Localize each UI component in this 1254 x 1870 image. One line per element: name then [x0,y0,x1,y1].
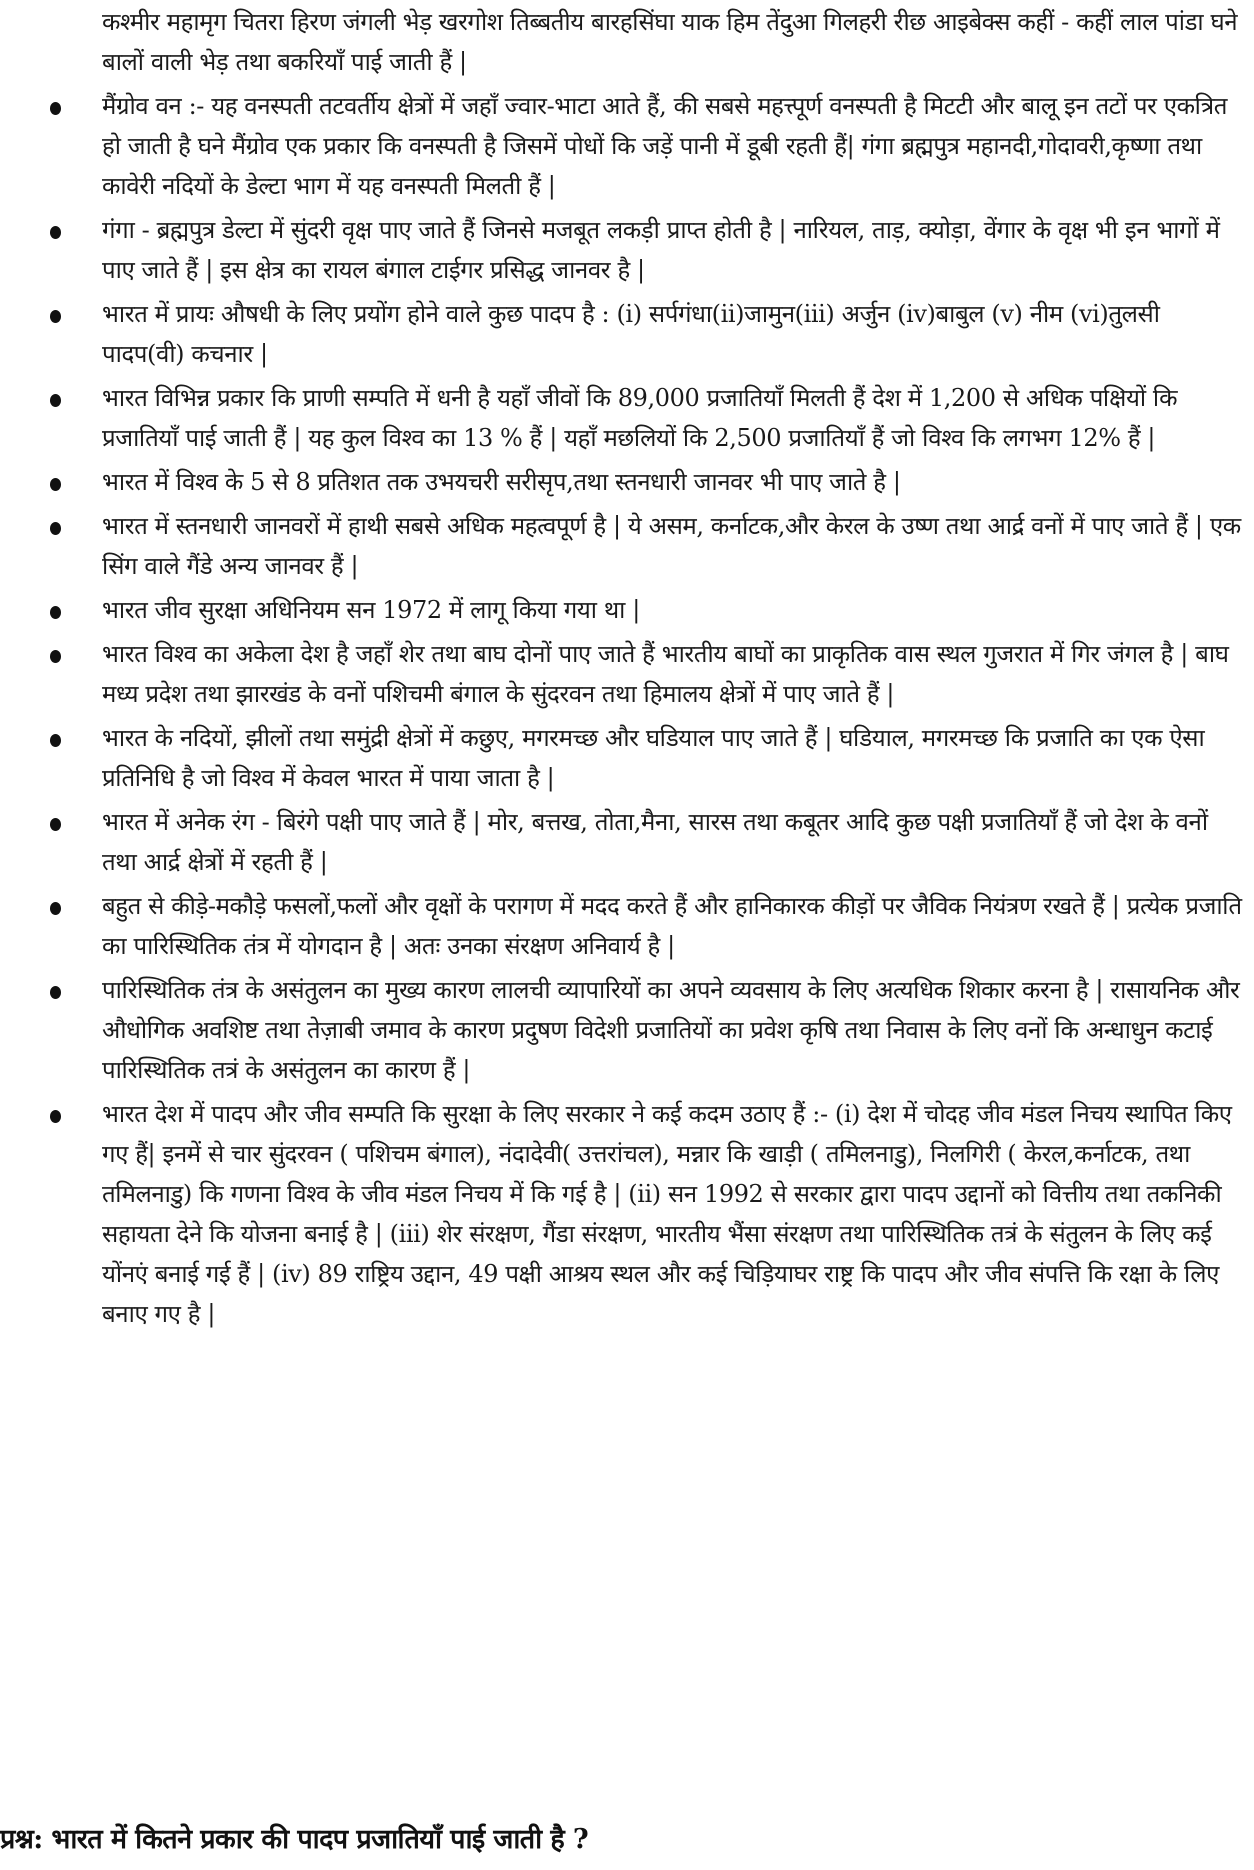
list-item-text: भारत में प्रायः औषधी के लिए प्रयोंग होने वाले कुछ पादप है : (i) सर्पगंधा(ii)जामुन(iii) अर्जुन (iv)बाबुल (v) नीम (vi)तुलसी पादप(वी) कचनार | [102,300,1160,368]
list-item-text: पारिस्थितिक तंत्र के असंतुलन का मुख्य कारण लालची व्यापारियों का अपने व्यवसाय के लिए अत्यधिक शिकार करना है | रासायनिक और औधोगिक अवशिष्ट तथा तेज़ाबी जमाव के कारण प्रदुषण विदेशी प्रजातियों का प्रवेश कृषि तथा निवास के लिए वनों कि अन्धाधुन कटाई पारिस्थितिक तत्रं के असंतुलन का कारण हैं | [102,976,1240,1084]
list-item-text: भारत में अनेक रंग - बिरंगे पक्षी पाए जाते हैं | मोर, बत्तख, तोता,मैना, सारस तथा कबूतर आदि कुछ पक्षी प्रजातियाँ हैं जो देश के वनों तथा आर्द्र क्षेत्रों में रहती हैं | [102,808,1208,876]
list-item-text: भारत जीव सुरक्षा अधिनियम सन 1972 में लागू किया गया था | [102,596,640,624]
list-item-text: भारत विभिन्न प्रकार कि प्राणी सम्पति में धनी है यहाँ जीवों कि 89,000 प्रजातियाँ मिलती हैं देश में 1,200 से अधिक पक्षियों कि प्रजातियाँ पाई जाती हैं | यह कुल विश्व का 13 % हैं | यहाँ मछलियों कि 2,500 प्रजातियाँ हैं जो विश्व कि लगभग 12% हैं | [102,384,1178,452]
list-item [0,1094,1254,1334]
list-item-text: मैंग्रोव वन :- यह वनस्पती तटवर्तीय क्षेत्रों में जहाँ ज्वार-भाटा आते हैं, की सबसे महत्त्पूर्ण वनस्पती है मिटटी और बालू इन तटों पर एकत्रित हो जाती है घने मैंग्रोव एक प्रकार कि वनस्पती है जिसमें पोधों कि जड़ें पानी में डूबी रहती हैं| गंगा ब्रह्मपुत्र महानदी,गोदावरी,कृष्णा तथा कावेरी नदियों के डेल्टा भाग में यह वनस्पती मिलती हैं | [102,92,1228,200]
bullet-icon [50,394,61,407]
bullet-icon [50,902,61,915]
bullet-icon [50,226,61,239]
list-item [0,462,1254,502]
list-item [0,294,1254,374]
list-item [0,718,1254,798]
intro-paragraph: कश्मीर महामृग चितरा हिरण जंगली भेड़ खरगोश तिब्बतीय बारहसिंघा याक हिम तेंदुआ गिलहरी रीछ आइबेक्स कहीं - कहीं लाल पांडा घने बालों वाली भेड़ तथा बकरियाँ पाई जाती हैं | [102,8,1238,76]
list-item [0,970,1254,1090]
list-item [0,886,1254,966]
bullet-icon [50,1110,61,1123]
bullet-icon [50,986,61,999]
list-item-text: भारत विश्व का अकेला देश है जहाँ शेर तथा बाघ दोनों पाए जाते हैं भारतीय बाघों का प्राकृतिक वास स्थल गुजरात में गिर जंगल है | बाघ मध्य प्रदेश तथा झारखंड के वनों पशिचमी बंगाल के सुंदरवन तथा हिमालय क्षेत्रों में पाए जाते हैं | [102,640,1229,708]
bullet-icon [50,310,61,323]
facts-list [0,86,1254,1338]
list-item-text: भारत देश में पादप और जीव सम्पति कि सुरक्षा के लिए सरकार ने कई कदम उठाए हैं :- (i) देश में चोदह जीव मंडल निचय स्थापित किए गए हैं| इनमें से चार सुंदरवन ( पशिचम बंगाल), नंदादेवी( उत्तरांचल), मन्नार कि खाड़ी ( तमिलनाडु), निलगिरी ( केरल,कर्नाटक, तथा तमिलनाडु) कि गणना विश्व के जीव मंडल निचय में कि गई है | (ii) सन 1992 से सरकार द्वारा पादप उद्दानों को वित्तीय तथा तकनिकी सहायता देने कि योजना बनाई है | (iii) शेर संरक्षण, गैंडा संरक्षण, भारतीय भैंसा संरक्षण तथा पारिस्थितिक तत्रं के संतुलन के लिए कई योंनएं बनाई गई हैं | (iv) 89 राष्ट्रिय उद्दान, 49 पक्षी आश्रय स्थल और कई चिड़ियाघर राष्ट्र कि पादप और जीव संपत्ति कि रक्षा के लिए बनाए गए है | [102,1100,1232,1328]
bullet-icon [50,522,61,535]
list-item [0,86,1254,206]
bullet-icon [50,102,61,115]
bullet-icon [50,478,61,491]
question-heading: प्रश्न: भारत में कितने प्रकार की पादप प्रजातियाँ पाई जाती है ? [0,1824,589,1855]
list-item [0,802,1254,882]
bullet-icon [50,818,61,831]
bullet-icon [50,650,61,663]
list-item-text: भारत के नदियों, झीलों तथा समुंद्री क्षेत्रों में कछुए, मगरमच्छ और घडियाल पाए जाते हैं | घडियाल, मगरमच्छ कि प्रजाति का एक ऐसा प्रतिनिधि है जो विश्व में केवल भारत में पाया जाता है | [102,724,1205,792]
list-item-text: बहुत से कीड़े-मकौड़े फसलों,फलों और वृक्षों के परागण में मदद करते हैं और हानिकारक कीड़ों पर जैविक नियंत्रण रखते हैं | प्रत्येक प्रजाति का पारिस्थितिक तंत्र में योगदान है | अतः उनका संरक्षण अनिवार्य है | [102,892,1242,960]
list-item-text: भारत में स्तनधारी जानवरों में हाथी सबसे अधिक महत्वपूर्ण है | ये असम, कर्नाटक,और केरल के उष्ण तथा आर्द्र वनों में पाए जाते हैं | एक सिंग वाले गैंडे अन्य जानवर हैं | [102,512,1241,580]
list-item [0,590,1254,630]
list-item [0,634,1254,714]
list-item-text: भारत में विश्व के 5 से 8 प्रतिशत तक उभयचरी सरीसृप,तथा स्तनधारी जानवर भी पाए जाते है | [102,468,901,496]
bullet-icon [50,606,61,619]
list-item-text: गंगा - ब्रह्मपुत्र डेल्टा में सुंदरी वृक्ष पाए जाते हैं जिनसे मजबूत लकड़ी प्राप्त होती है | नारियल, ताड़, क्योड़ा, वेंगार के वृक्ष भी इन भागों में पाए जाते हैं | इस क्षेत्र का रायल बंगाल टाईगर प्रसिद्ध जानवर है | [102,216,1220,284]
bullet-icon [50,734,61,747]
list-item [0,506,1254,586]
list-item [0,210,1254,290]
list-item [0,378,1254,458]
